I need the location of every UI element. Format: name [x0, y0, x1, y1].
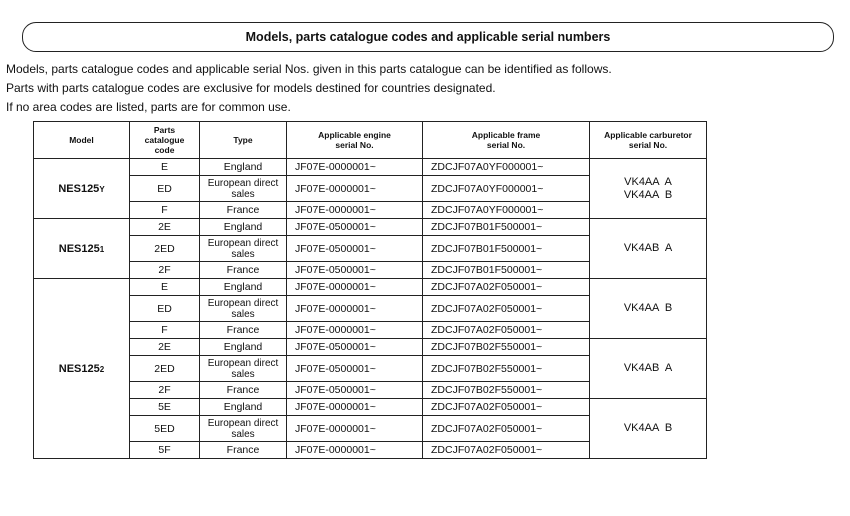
table-row: [34, 219, 707, 236]
table-row: [34, 279, 707, 296]
table-row: [34, 339, 707, 356]
catalogue-code-cell: 2F: [130, 262, 200, 279]
type-cell: France: [200, 442, 287, 459]
type-cell: England: [200, 399, 287, 416]
engine-serial-cell: JF07E-0000001~: [287, 296, 423, 322]
catalogue-code-cell: 2ED: [130, 236, 200, 262]
type-cell: European direct sales: [200, 296, 287, 322]
table-row: [34, 159, 707, 176]
catalogue-code-cell: E: [130, 159, 200, 176]
engine-serial-cell: JF07E-0500001~: [287, 236, 423, 262]
engine-serial-cell: JF07E-0500001~: [287, 382, 423, 399]
header-code-line: Parts: [153, 125, 176, 135]
catalogue-code-cell: F: [130, 202, 200, 219]
engine-serial-cell: JF07E-0000001~: [287, 176, 423, 202]
carburetor-serial-line: VK4AA B: [623, 422, 673, 434]
type-cell: England: [200, 159, 287, 176]
model-name-cell: [34, 159, 130, 219]
type-cell: European direct sales: [200, 416, 287, 442]
model-name-cell: [34, 219, 130, 279]
frame-serial-cell: ZDCJF07A02F050001~: [423, 399, 590, 416]
catalogue-code-cell: 5E: [130, 399, 200, 416]
frame-serial-cell: ZDCJF07A02F050001~: [423, 416, 590, 442]
frame-serial-cell: ZDCJF07A02F050001~: [423, 322, 590, 339]
frame-serial-cell: ZDCJF07A02F050001~: [423, 279, 590, 296]
catalogue-code-cell: 5F: [130, 442, 200, 459]
catalogue-code-cell: F: [130, 322, 200, 339]
serial-number-table: [33, 121, 707, 459]
frame-serial-cell: ZDCJF07A0YF000001~: [423, 159, 590, 176]
engine-serial-cell: JF07E-0500001~: [287, 262, 423, 279]
engine-serial-cell: JF07E-0000001~: [287, 399, 423, 416]
table-row: [34, 399, 707, 416]
catalogue-code-cell: ED: [130, 296, 200, 322]
engine-serial-cell: JF07E-0000001~: [287, 442, 423, 459]
model-name-cell: [34, 279, 130, 459]
carburetor-serial-line: VK4AA A: [624, 175, 672, 188]
engine-serial-cell: JF07E-0000001~: [287, 416, 423, 442]
type-cell: European direct sales: [200, 176, 287, 202]
header-engine-line: Applicable engine: [318, 130, 391, 140]
engine-serial-cell: JF07E-0000001~: [287, 279, 423, 296]
header-engine: [287, 122, 423, 159]
header-model: Model: [34, 122, 130, 159]
frame-serial-cell: ZDCJF07A02F050001~: [423, 296, 590, 322]
intro-line: Parts with parts catalogue codes are exclusive for models destined for countries designated.: [6, 81, 496, 95]
header-type: Type: [200, 122, 287, 159]
carburetor-serial-cell: [590, 339, 707, 399]
table-body: [34, 159, 707, 459]
catalogue-code-cell: 5ED: [130, 416, 200, 442]
type-cell: France: [200, 202, 287, 219]
frame-serial-cell: ZDCJF07A0YF000001~: [423, 202, 590, 219]
carburetor-serial-cell: [590, 399, 707, 459]
engine-serial-cell: JF07E-0500001~: [287, 339, 423, 356]
catalogue-code-cell: ED: [130, 176, 200, 202]
engine-serial-cell: JF07E-0500001~: [287, 356, 423, 382]
header-frame-line: serial No.: [486, 140, 526, 150]
type-cell: England: [200, 339, 287, 356]
carburetor-serial-cell: [590, 159, 707, 219]
catalogue-code-cell: E: [130, 279, 200, 296]
frame-serial-cell: ZDCJF07B01F500001~: [423, 236, 590, 262]
intro-line: If no area codes are listed, parts are for common use.: [6, 100, 291, 114]
catalogue-code-cell: 2E: [130, 219, 200, 236]
frame-serial-cell: ZDCJF07B02F550001~: [423, 382, 590, 399]
intro-text: [6, 60, 612, 117]
header-code: [130, 122, 200, 159]
page-title-text: Models, parts catalogue codes and applicable serial numbers: [245, 30, 611, 44]
model-suffix: 2: [99, 364, 105, 374]
header-frame-line: Applicable frame: [471, 130, 541, 140]
frame-serial-cell: ZDCJF07B02F550001~: [423, 339, 590, 356]
catalogue-code-cell: 2ED: [130, 356, 200, 382]
model-suffix: 1: [99, 244, 105, 254]
frame-serial-cell: ZDCJF07A02F050001~: [423, 442, 590, 459]
header-carburetor: [590, 122, 707, 159]
engine-serial-cell: JF07E-0000001~: [287, 202, 423, 219]
carburetor-serial-line: VK4AB A: [623, 242, 673, 254]
type-cell: European direct sales: [200, 356, 287, 382]
carburetor-serial-line: VK4AB A: [623, 362, 673, 374]
engine-serial-cell: JF07E-0500001~: [287, 219, 423, 236]
type-cell: European direct sales: [200, 236, 287, 262]
header-frame: [423, 122, 590, 159]
frame-serial-cell: ZDCJF07B01F500001~: [423, 219, 590, 236]
frame-serial-cell: ZDCJF07A0YF000001~: [423, 176, 590, 202]
frame-serial-cell: ZDCJF07B02F550001~: [423, 356, 590, 382]
header-carburetor-line: Applicable carburetor: [604, 130, 692, 140]
engine-serial-cell: JF07E-0000001~: [287, 322, 423, 339]
type-cell: France: [200, 262, 287, 279]
type-cell: France: [200, 382, 287, 399]
carburetor-serial-cell: [590, 279, 707, 339]
header-row: [34, 122, 707, 159]
carburetor-serial-line: VK4AA B: [623, 188, 673, 201]
header-code-line: code: [154, 145, 175, 155]
type-cell: England: [200, 279, 287, 296]
model-name: NES125: [58, 182, 100, 195]
carburetor-serial-line: VK4AA B: [623, 302, 673, 314]
catalogue-code-cell: 2E: [130, 339, 200, 356]
type-cell: France: [200, 322, 287, 339]
header-code-line: catalogue: [144, 135, 185, 145]
header-carburetor-line: serial No.: [628, 140, 668, 150]
model-suffix: Y: [99, 184, 105, 194]
page-title: [22, 22, 834, 52]
frame-serial-cell: ZDCJF07B01F500001~: [423, 262, 590, 279]
type-cell: England: [200, 219, 287, 236]
carburetor-serial-cell: [590, 219, 707, 279]
catalogue-code-cell: 2F: [130, 382, 200, 399]
intro-line: Models, parts catalogue codes and applicable serial Nos. given in this parts catalogue can be identified as follows.: [6, 62, 612, 76]
model-name: NES125: [58, 242, 100, 255]
header-engine-line: serial No.: [335, 140, 374, 150]
engine-serial-cell: JF07E-0000001~: [287, 159, 423, 176]
model-name: NES125: [58, 362, 100, 375]
